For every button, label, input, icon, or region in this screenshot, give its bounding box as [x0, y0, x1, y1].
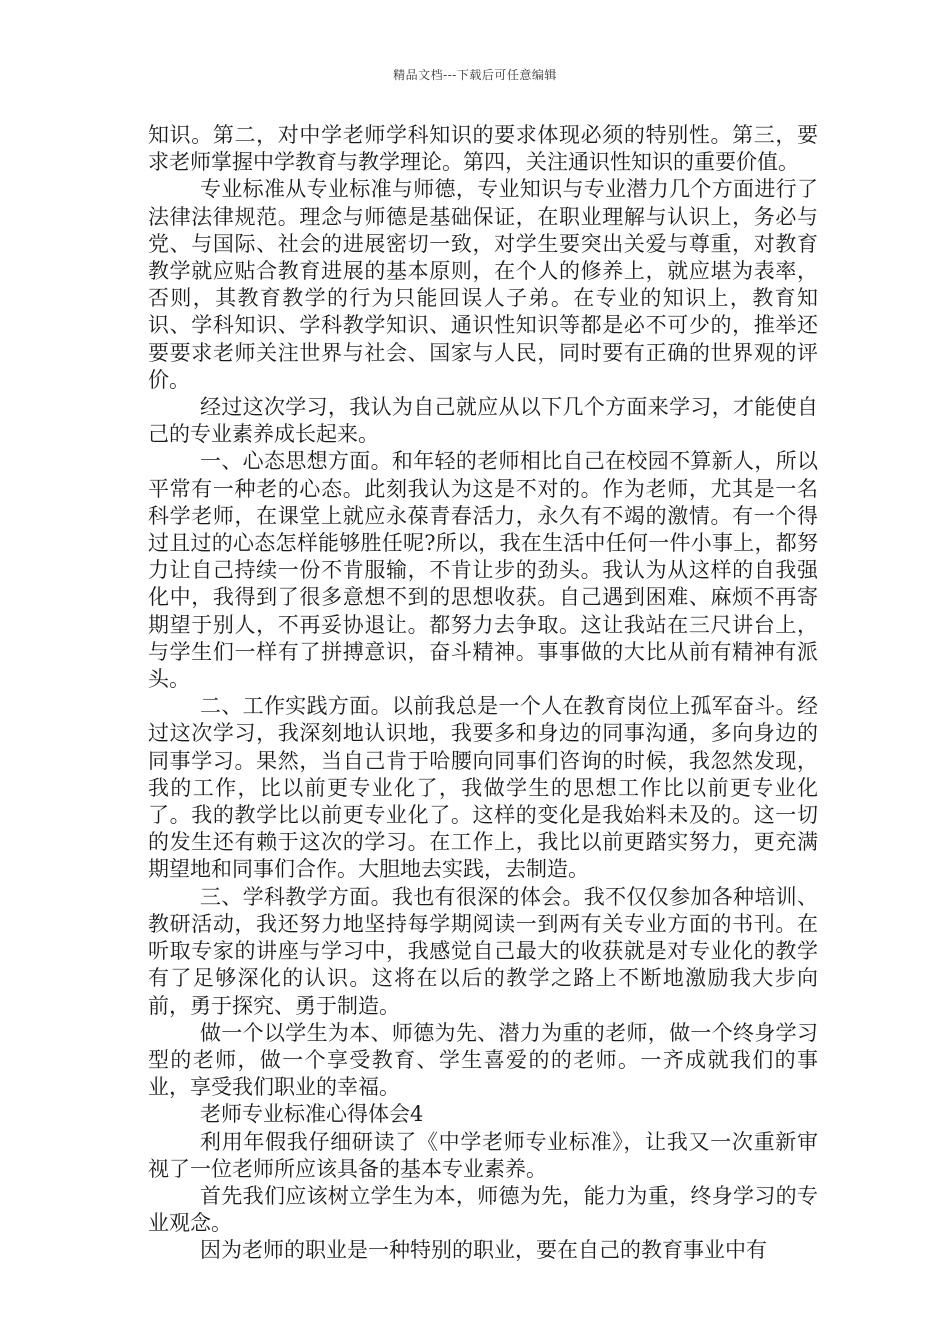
paragraph: 首先我们应该树立学生为本，师德为先，能力为重，终身学习的专业观念。 [148, 1183, 818, 1236]
paragraph: 二、工作实践方面。以前我总是一个人在教育岗位上孤军奋斗。经过这次学习，我深刻地认识地，我要多和身边的同事沟通，多向身边的同事学习。果然，当自己肯于哈腰向同事们咨询的时候，我忽然发现，我的工作，比以前更专业化了，我做学生的思想工作比以前更专业化了。我的教学比以前更专业化了。这样的变化是我始料未及的。这一切的发生还有赖于这次的学习。在工作上，我比以前更踏实努力，更充满期望地和同事们合作。大胆地去实践，去制造。 [148, 694, 818, 882]
paragraph: 专业标准从专业标准与师德，专业知识与专业潜力几个方面进行了法律法律规范。理念与师德是基础保证，在职业理解与认识上，务必与党、与国际、社会的进展密切一致，对学生要突出关爱与尊重，对教育教学就应贴合教育进展的基本原则，在个人的修养上，就应堪为表率，否则，其教育教学的行为只能回误人子弟。在专业的知识上，教育知识、学科知识、学科教学知识、通识性知识等都是必不可少的，推举还要要求老师关注世界与社会、国家与人民，同时要有正确的世界观的评价。 [148, 177, 818, 392]
document-body [148, 122, 818, 1265]
paragraph: 经过这次学习，我认为自己就应从以下几个方面来学习，才能使自己的专业素养成长起来。 [148, 395, 818, 447]
page-header: 精品文档---下载后可任意编辑 [393, 68, 557, 82]
paragraph: 因为老师的职业是一种特别的职业，要在自己的教育事业中有 [200, 1238, 767, 1263]
paragraph-continuation: 知识。第二，对中学老师学科知识的要求体现必须的特别性。第三，要求老师掌握中学教育与教学理论。第四，关注通识性知识的重要价值。 [148, 123, 818, 175]
paragraph: 做一个以学生为本、师德为先、潜力为重的老师，做一个终身学习型的老师，做一个享受教育、学生喜爱的的老师。一齐成就我们的事业，享受我们职业的幸福。 [148, 1020, 818, 1100]
paragraph: 利用年假我仔细研读了《中学老师专业标准》，让我又一次重新审视了一位老师所应该具备的基本专业素养。 [148, 1129, 818, 1181]
paragraph: 三、学科教学方面。我也有很深的体会。我不仅仅参加各种培训、教研活动，我还努力地坚持每学期阅读一到两有关专业方面的书刊。在听取专家的讲座与学习中，我感觉自己最大的收获就是对专业化的教学有了足够深化的认识。这将在以后的教学之路上不断地激励我大步向前，勇于探究、勇于制造。 [148, 884, 818, 1018]
paragraph: 一、心态思想方面。和年轻的老师相比自己在校园不算新人，所以平常有一种老的心态。此刻我认为这是不对的。作为老师，尤其是一名科学老师，在课堂上就应永葆青春活力，永久有不竭的激情。有一个得过且过的心态怎样能够胜任呢?所以，我在生活中任何一件小事上，都努力让自己持续一份不肯服输，不肯让步的劲头。我认为从这样的自我强化中，我得到了很多意想不到的思想收获。自己遇到困难、麻烦不再寄期望于别人，不再妥协退让。都努力去争取。这让我站在三尺讲台上，与学生们一样有了拼搏意识，奋斗精神。事事做的大比从前有精神有派头。 [148, 449, 818, 692]
section-title: 老师专业标准心得体会4 [200, 1102, 424, 1127]
